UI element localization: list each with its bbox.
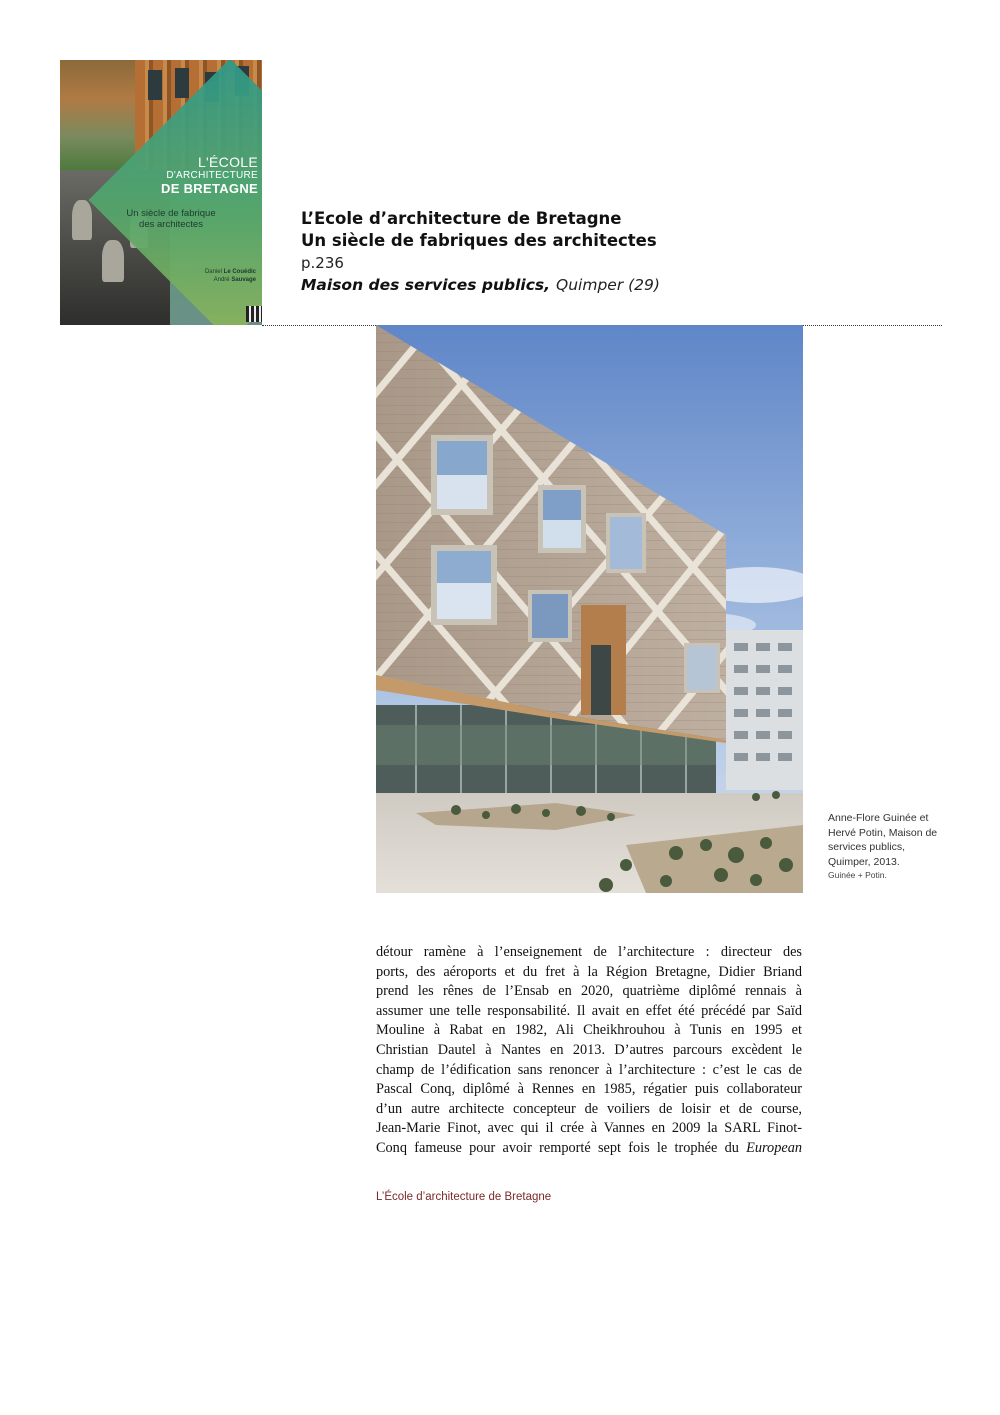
- body-line: Pascal Conq, diplômé à Rennes en 1985, régatier puis collaborateur: [376, 1081, 802, 1098]
- cover-title-line: L'ÉCOLE: [197, 154, 258, 170]
- body-last-line: Conq fameuse pour avoir remporté sept fois le trophée du: [376, 1139, 739, 1156]
- body-line: ports, des aéroports et du fret à la Région Bretagne, Didier Briand: [376, 963, 802, 980]
- photo-caption: [828, 811, 948, 882]
- reference-page: p.236: [301, 254, 344, 272]
- publisher-logo: [246, 306, 262, 322]
- reference-project: [301, 274, 660, 296]
- caption-line: services publics,: [828, 841, 906, 853]
- running-footer: L’École d’architecture de Bretagne: [376, 1191, 552, 1203]
- caption-line: Hervé Potin, Maison de: [828, 826, 938, 839]
- cover-window: [148, 70, 162, 100]
- cover-author-first: Daniel: [204, 269, 222, 275]
- photo-credit: Guinée + Potin.: [828, 870, 887, 880]
- reference-title: L’Ecole d’architecture de Bretagne: [301, 209, 622, 228]
- body-line: détour ramène à l’enseignement de l’architecture : directeur des: [376, 944, 802, 960]
- caption-line: Quimper, 2013.: [828, 855, 900, 868]
- forecourt: [376, 791, 803, 893]
- project-name: Maison des services publics,: [301, 276, 551, 294]
- building-photo-drawing: [376, 325, 803, 893]
- reference-subtitle: Un siècle de fabriques des architectes: [301, 231, 657, 250]
- cover-subtitle: [116, 208, 226, 230]
- cover-window: [175, 68, 189, 98]
- body-line: champ de l’édification sans renoncer à l’architecture : c’est le cas de: [376, 1061, 802, 1078]
- cover-title: [158, 156, 258, 195]
- cover-title-line: DE BRETAGNE: [161, 181, 258, 196]
- cover-authors: [205, 268, 256, 284]
- body-line: assumer une telle responsabilité. Il avait en effet été précédé par Saïd: [376, 1002, 802, 1019]
- body-line: Christian Dautel à Nantes en 2013. D’autres parcours excèdent le: [376, 1041, 802, 1058]
- cover-title-line: D'ARCHITECTURE: [166, 170, 258, 181]
- project-city: Quimper (29): [556, 276, 660, 294]
- background-tower: [726, 630, 803, 790]
- cover-subtitle-line: des architectes: [139, 219, 203, 230]
- book-reference: [301, 208, 660, 296]
- cover-figure: [72, 200, 92, 240]
- body-text: [376, 943, 802, 1159]
- body-line: d’un autre architecte concepteur de voiliers de loisir et de course,: [376, 1100, 802, 1117]
- cover-figure: [102, 240, 124, 282]
- body-line: prend les rênes de l’Ensab en 2020, quatrième diplômé rennais à: [376, 983, 802, 1000]
- cover-author-last: Sauvage: [231, 277, 256, 283]
- cover-author-first: André: [213, 277, 230, 283]
- book-cover: [60, 60, 262, 325]
- body-line: Jean-Marie Finot, avec qui il crée à Vannes en 2009 la SARL Finot-: [376, 1120, 802, 1137]
- cover-subtitle-line: Un siècle de fabrique: [126, 208, 216, 219]
- body-line: [376, 1139, 802, 1159]
- cover-author-last: Le Couédic: [223, 269, 256, 275]
- building-photo: [376, 325, 803, 893]
- body-last-line-italic: European: [746, 1139, 802, 1156]
- body-line: Mouline à Rabat en 1982, Ali Cheikhrouhou à Tunis en 1995 et: [376, 1022, 802, 1039]
- caption-line: Anne-Flore Guinée et: [828, 812, 929, 824]
